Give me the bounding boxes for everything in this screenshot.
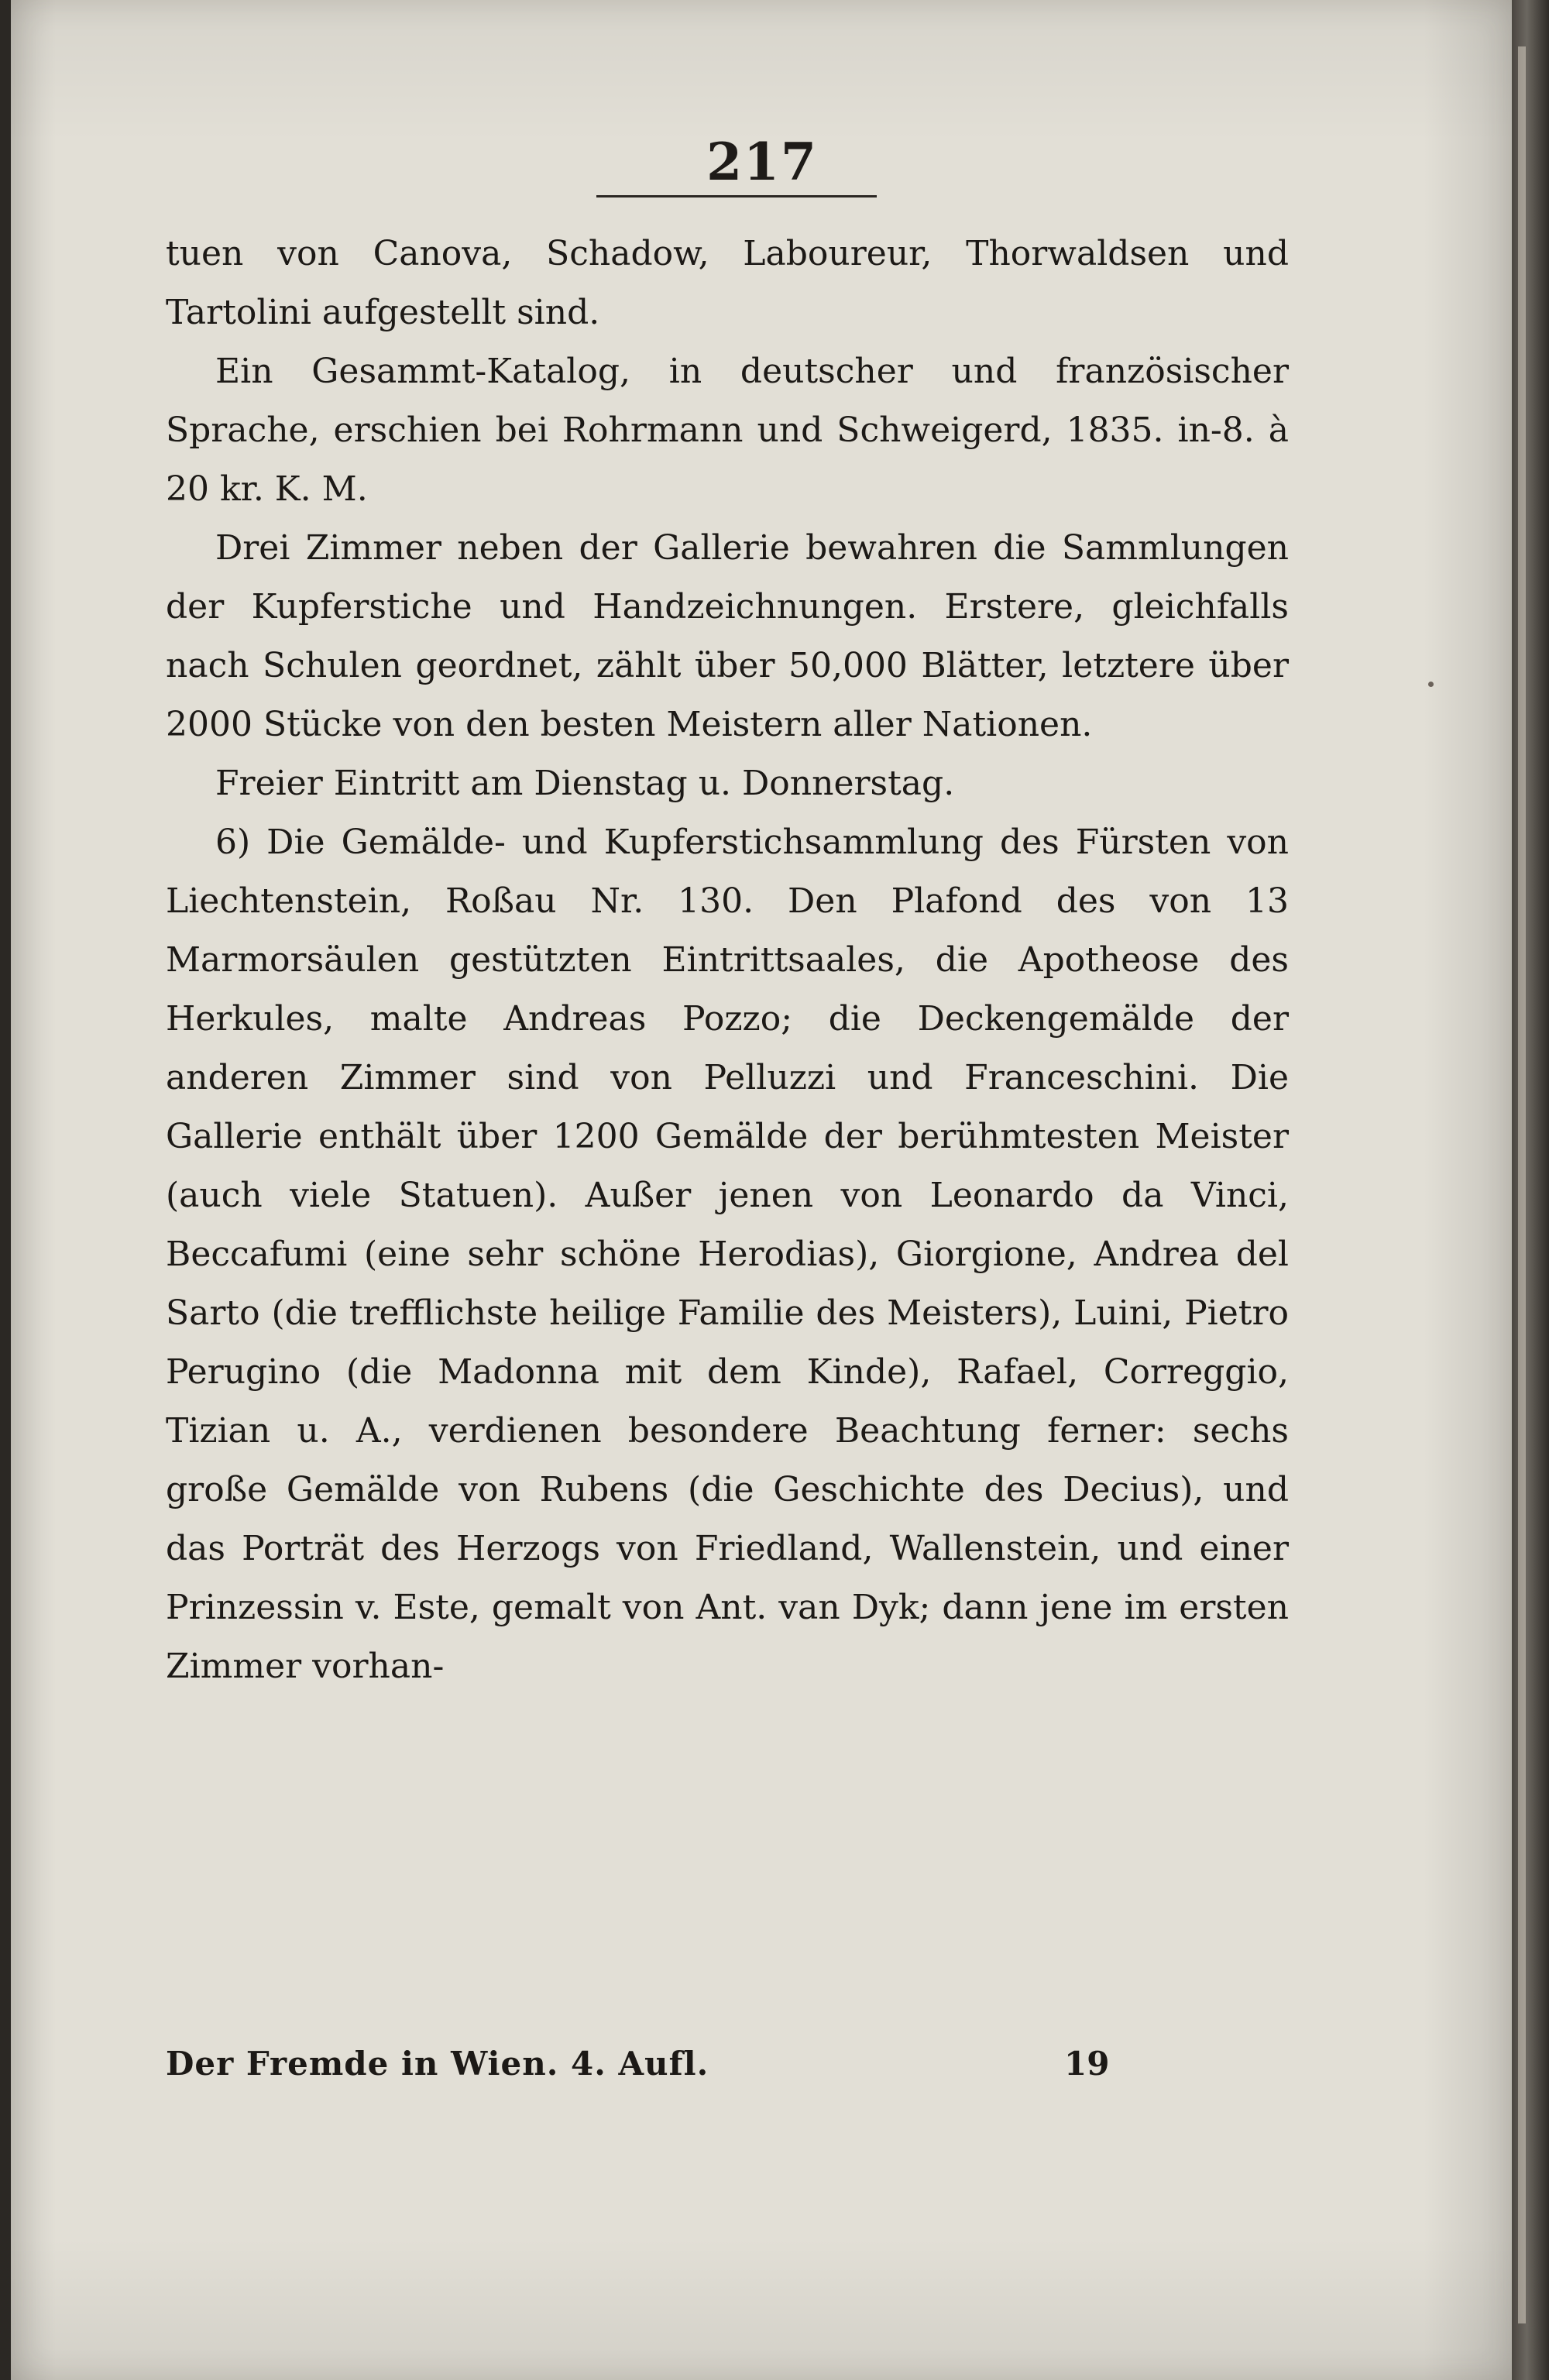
paragraph-catalog: Ein Gesammt-Katalog, in deutscher und französischer Sprache, erschien bei Rohrmann und Schweigerd, 1835. in-8. à 20 kr. K. M.: [166, 352, 1289, 509]
paragraph-admission: Freier Eintritt am Dienstag u. Donnerstag.: [215, 764, 955, 803]
left-binding-edge: [0, 0, 11, 2380]
right-page-edge: [1512, 0, 1549, 2380]
footer-book-title: Der Fremde in Wien. 4. Aufl.: [166, 2045, 709, 2083]
header-rule: [596, 195, 877, 197]
paragraph-statues: tuen von Canova, Schadow, Laboureur, Thorwaldsen und Tartolini aufgestellt sind.: [166, 234, 1289, 332]
paper-speck: [1428, 682, 1434, 687]
book-page: [11, 0, 1513, 2380]
page-footer: [166, 2045, 1134, 2099]
next-page-sliver: [1518, 46, 1526, 2323]
paragraph-liechtenstein-gallery: 6) Die Gemälde- und Kupferstichsammlung des Fürsten von Liechtenstein, Roßau Nr. 130. Den Plafond des von 13 Marmorsäulen gestützten Eintrittsaales, die Apotheose des Herkules, malte Andreas Pozzo; die Deckengemälde der anderen Zimmer sind von Pelluzzi und Franceschini. Die Gallerie enthält über 1200 Gemälde der berühmtesten Meister (auch viele Statuen). Außer jenen von Leonardo da Vinci, Beccafumi (eine sehr schöne Herodias), Giorgione, Andrea del Sarto (die trefflichste heilige Familie des Meisters), Luini, Pietro Perugino (die Madonna mit dem Kinde), Rafael, Correggio, Tizian u. A., verdienen besondere Beachtung ferner: sechs große Gemälde von Rubens (die Geschichte des Decius), und das Porträt des Herzogs von Friedland, Wallenstein, und einer Prinzessin v. Este, gemalt von Ant. van Dyk; dann jene im ersten Zimmer vorhan-: [166, 823, 1289, 1686]
footer-signature-mark: 19: [1064, 2045, 1110, 2083]
paragraph-engravings: Drei Zimmer neben der Gallerie bewahren die Sammlungen der Kupferstiche und Handzeichnungen. Erstere, gleichfalls nach Schulen geordnet, zählt über 50,000 Blätter, letztere über 2000 Stücke von den besten Meistern aller Nationen.: [166, 528, 1289, 744]
page-number: 217: [706, 132, 818, 192]
page-body: [166, 225, 1289, 1696]
